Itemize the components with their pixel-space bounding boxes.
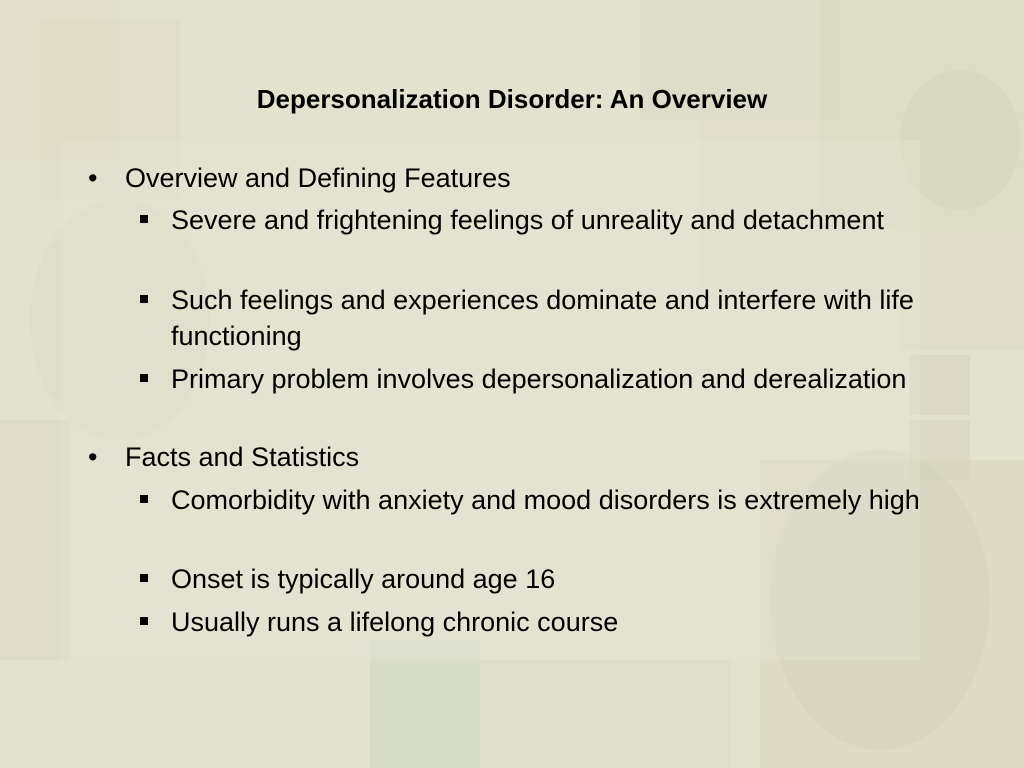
- square-bullet-icon: [140, 295, 148, 303]
- section-heading: Overview and Defining Features: [125, 163, 511, 193]
- square-bullet-icon: [140, 495, 148, 503]
- sub-bullet-text: Such feelings and experiences dominate and interfere with life functioning: [171, 285, 914, 351]
- slide-title: Depersonalization Disorder: An Overview: [256, 84, 768, 114]
- sub-bullet-text: Severe and frightening feelings of unreality and detachment: [171, 205, 884, 235]
- section-heading: Facts and Statistics: [125, 442, 360, 472]
- bullet-dot-icon: •: [88, 442, 98, 472]
- square-bullet-icon: [140, 374, 148, 382]
- sub-bullet-text: Comorbidity with anxiety and mood disorders is extremely high: [171, 485, 920, 515]
- sub-bullet-text: Onset is typically around age 16: [171, 564, 556, 594]
- square-bullet-icon: [140, 574, 148, 582]
- square-bullet-icon: [140, 215, 148, 223]
- sub-bullet-text: Usually runs a lifelong chronic course: [171, 607, 619, 637]
- square-bullet-icon: [140, 617, 148, 625]
- bullet-dot-icon: •: [88, 163, 98, 193]
- sub-bullet-text: Primary problem involves depersonalization and derealization: [171, 364, 907, 394]
